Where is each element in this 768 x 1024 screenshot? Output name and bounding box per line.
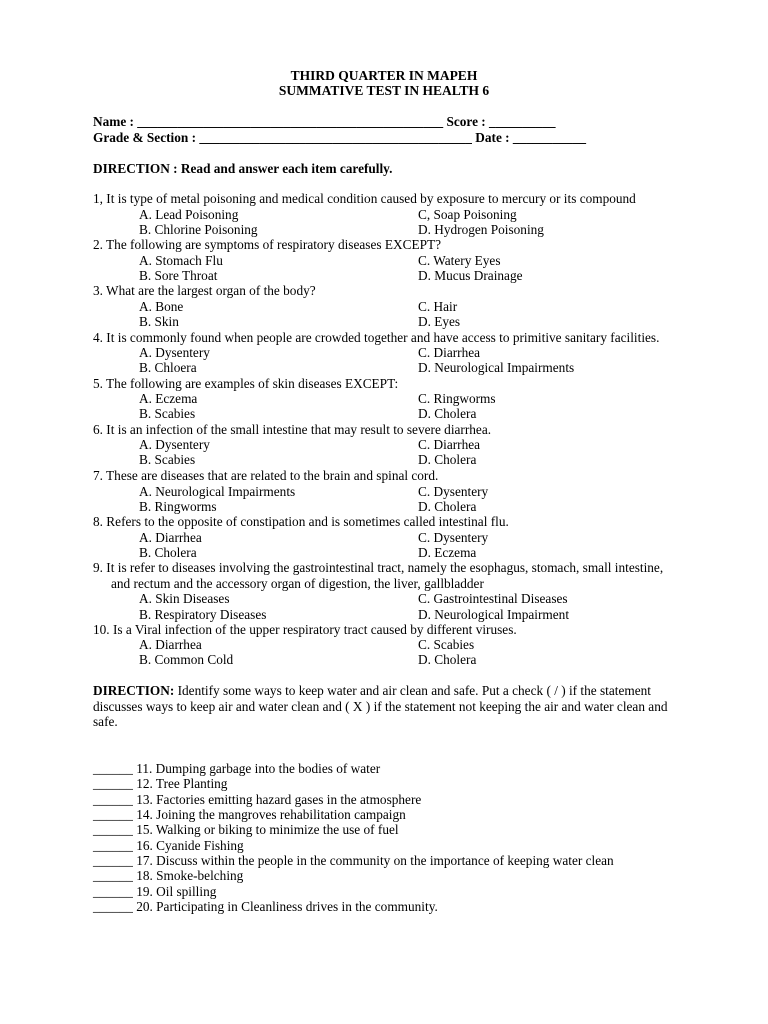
direction-two	[93, 683, 693, 730]
option-d: D. Eczema	[418, 545, 477, 560]
name-score-line: Name : ______________________________________________ Score : __________	[93, 114, 556, 129]
question-9: 9. It is refer to diseases involving the gastrointestinal tract, namely the esophagus, stomach, small intestine,	[93, 560, 664, 575]
grade-date-line: Grade & Section : _________________________________________ Date : ___________	[93, 130, 587, 145]
question-10: 10. Is a Viral infection of the upper respiratory tract caused by different viruses.	[93, 622, 517, 637]
check-item-11: ______ 11. Dumping garbage into the bodies of water	[93, 761, 381, 776]
option-a: A. Dysentery	[139, 437, 210, 452]
option-a: A. Skin Diseases	[139, 591, 230, 606]
check-item-15: ______ 15. Walking or biking to minimize the use of fuel	[93, 822, 399, 837]
question-8: 8. Refers to the opposite of constipation and is sometimes called intestinal flu.	[93, 514, 509, 529]
option-b: B. Scabies	[139, 406, 196, 421]
option-b: B. Chlorine Poisoning	[139, 222, 258, 237]
option-b: B. Respiratory Diseases	[139, 607, 267, 622]
option-c: C, Soap Poisoning	[418, 207, 517, 222]
direction-two-label: DIRECTION:	[93, 683, 175, 698]
question-9-continued: and rectum and the accessory organ of digestion, the liver, gallbladder	[111, 576, 484, 591]
option-d: D. Cholera	[418, 452, 477, 467]
title-quarter: THIRD QUARTER IN MAPEH	[290, 68, 478, 83]
option-c: C. Diarrhea	[418, 345, 481, 360]
option-a: A. Diarrhea	[139, 637, 202, 652]
option-c: C. Scabies	[418, 637, 475, 652]
check-item-16: ______ 16. Cyanide Fishing	[93, 838, 244, 853]
check-item-19: ______ 19. Oil spilling	[93, 884, 217, 899]
question-5: 5. The following are examples of skin diseases EXCEPT:	[93, 376, 399, 391]
option-c: C. Watery Eyes	[418, 253, 501, 268]
option-b: B. Skin	[139, 314, 179, 329]
question-1: 1, It is type of metal poisoning and medical condition caused by exposure to mercury or its compound	[93, 191, 636, 206]
option-c: C. Dysentery	[418, 530, 489, 545]
direction-two-text: Identify some ways to keep water and air clean and safe. Put a check ( / ) if the statement discusses ways to keep air and water clean and ( X ) if the statement not keeping the air and water clean and safe.	[93, 683, 668, 729]
check-item-14: ______ 14. Joining the mangroves rehabilitation campaign	[93, 807, 406, 822]
option-c: C. Hair	[418, 299, 458, 314]
option-b: B. Chloera	[139, 360, 197, 375]
check-item-20: ______ 20. Participating in Cleanliness drives in the community.	[93, 899, 438, 914]
option-a: A. Diarrhea	[139, 530, 202, 545]
question-2: 2. The following are symptoms of respiratory diseases EXCEPT?	[93, 237, 441, 252]
check-item-17: ______ 17. Discuss within the people in the community on the importance of keeping water clean	[93, 853, 614, 868]
option-d: D. Cholera	[418, 652, 477, 667]
option-b: B. Scabies	[139, 452, 196, 467]
option-a: A. Eczema	[139, 391, 198, 406]
option-d: D. Eyes	[418, 314, 461, 329]
option-b: B. Sore Throat	[139, 268, 218, 283]
option-a: A. Bone	[139, 299, 184, 314]
question-7: 7. These are diseases that are related to the brain and spinal cord.	[93, 468, 439, 483]
option-a: A. Dysentery	[139, 345, 210, 360]
check-item-18: ______ 18. Smoke-belching	[93, 868, 244, 883]
option-d: D. Neurological Impairment	[418, 607, 570, 622]
option-b: B. Common Cold	[139, 652, 234, 667]
question-6: 6. It is an infection of the small intestine that may result to severe diarrhea.	[93, 422, 492, 437]
check-item-13: ______ 13. Factories emitting hazard gases in the atmosphere	[93, 792, 422, 807]
check-item-12: ______ 12. Tree Planting	[93, 776, 228, 791]
option-d: D. Cholera	[418, 499, 477, 514]
title-test: SUMMATIVE TEST IN HEALTH 6	[278, 83, 490, 98]
direction-one: DIRECTION : Read and answer each item carefully.	[93, 161, 393, 176]
option-d: D. Mucus Drainage	[418, 268, 523, 283]
option-d: D. Neurological Impairments	[418, 360, 575, 375]
option-a: A. Stomach Flu	[139, 253, 223, 268]
option-c: C. Diarrhea	[418, 437, 481, 452]
option-a: A. Neurological Impairments	[139, 484, 296, 499]
option-c: C. Gastrointestinal Diseases	[418, 591, 568, 606]
option-c: C. Ringworms	[418, 391, 496, 406]
option-a: A. Lead Poisoning	[139, 207, 239, 222]
option-d: D. Cholera	[418, 406, 477, 421]
option-d: D. Hydrogen Poisoning	[418, 222, 544, 237]
question-4: 4. It is commonly found when people are crowded together and have access to primitive sanitary facilities.	[93, 330, 660, 345]
option-b: B. Cholera	[139, 545, 197, 560]
option-c: C. Dysentery	[418, 484, 489, 499]
option-b: B. Ringworms	[139, 499, 217, 514]
question-3: 3. What are the largest organ of the body?	[93, 283, 316, 298]
